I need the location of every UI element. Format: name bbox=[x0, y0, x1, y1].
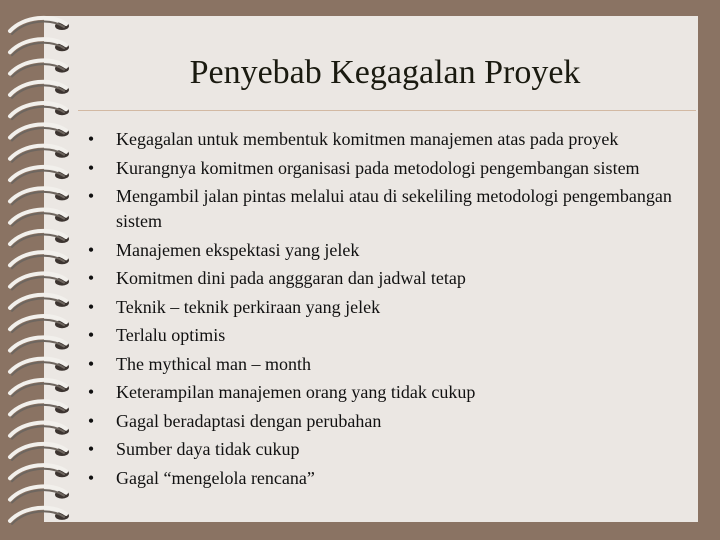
bullet-text: Gagal “mengelola rencana” bbox=[116, 467, 315, 488]
list-item bbox=[84, 352, 690, 377]
bullet-icon: • bbox=[87, 439, 95, 459]
list-item bbox=[84, 266, 690, 291]
bullet-icon: • bbox=[87, 239, 95, 260]
bullet-icon: • bbox=[87, 353, 95, 374]
binding-ring bbox=[10, 337, 69, 353]
binding-ring bbox=[10, 188, 69, 204]
binding-ring bbox=[10, 146, 69, 162]
list-item bbox=[84, 127, 690, 152]
binding-ring bbox=[10, 124, 69, 140]
bullet-text: Gagal beradaptasi dengan perubahan bbox=[116, 410, 382, 431]
bullet-text: Mengambil jalan pintas melalui atau di sekeliling metodologi pengembangan sistem bbox=[116, 186, 672, 231]
bullet-icon: • bbox=[87, 467, 95, 488]
bullet-text: Keterampilan manajemen orang yang tidak cukup bbox=[116, 382, 476, 402]
binding-ring bbox=[10, 60, 69, 76]
bullet-icon: • bbox=[87, 129, 95, 149]
bullet-text: Sumber daya tidak cukup bbox=[116, 439, 300, 459]
binding-ring bbox=[10, 486, 69, 502]
spiral-binding-icon bbox=[0, 0, 90, 540]
binding-ring bbox=[10, 359, 69, 375]
list-item bbox=[84, 437, 690, 462]
bullet-icon: • bbox=[87, 186, 95, 206]
bullet-icon: • bbox=[87, 157, 95, 178]
list-item bbox=[84, 380, 690, 405]
binding-ring bbox=[10, 252, 69, 268]
binding-ring bbox=[10, 18, 69, 34]
binding-ring bbox=[10, 231, 69, 247]
list-item bbox=[84, 156, 690, 181]
bullet-icon: • bbox=[87, 268, 95, 288]
bullet-icon: • bbox=[87, 410, 95, 431]
bullet-text: Kurangnya komitmen organisasi pada metodologi pengembangan sistem bbox=[116, 157, 640, 178]
bullet-text: Manajemen ekspektasi yang jelek bbox=[116, 239, 360, 260]
bullet-text: Kegagalan untuk membentuk komitmen manajemen atas pada proyek bbox=[116, 129, 619, 149]
binding-ring bbox=[10, 316, 69, 332]
binding-ring bbox=[10, 210, 69, 226]
list-item bbox=[84, 184, 690, 234]
list-item bbox=[84, 295, 690, 320]
bullet-icon: • bbox=[87, 325, 95, 345]
binding-ring bbox=[10, 167, 69, 183]
bullet-text: The mythical man – month bbox=[116, 353, 311, 374]
slide-title: Penyebab Kegagalan Proyek bbox=[189, 54, 581, 91]
bullet-text: Terlalu optimis bbox=[116, 325, 226, 345]
bullet-icon: • bbox=[87, 296, 95, 317]
bullet-text: Teknik – teknik perkiraan yang jelek bbox=[116, 296, 381, 317]
bullet-list bbox=[84, 127, 690, 494]
binding-ring bbox=[10, 508, 69, 524]
list-item bbox=[84, 409, 690, 434]
binding-ring bbox=[10, 295, 69, 311]
bullet-icon: • bbox=[87, 382, 95, 402]
binding-ring bbox=[10, 103, 69, 119]
binding-ring bbox=[10, 423, 69, 439]
binding-ring bbox=[10, 401, 69, 417]
list-item bbox=[84, 466, 690, 491]
bullet-text: Komitmen dini pada angggaran dan jadwal tetap bbox=[116, 268, 466, 288]
list-item bbox=[84, 323, 690, 348]
binding-ring bbox=[10, 82, 69, 98]
binding-ring bbox=[10, 380, 69, 396]
binding-ring bbox=[10, 465, 69, 481]
binding-ring bbox=[10, 39, 69, 55]
title-divider bbox=[78, 110, 696, 111]
list-item bbox=[84, 238, 690, 263]
binding-ring bbox=[10, 273, 69, 289]
binding-ring bbox=[10, 444, 69, 460]
